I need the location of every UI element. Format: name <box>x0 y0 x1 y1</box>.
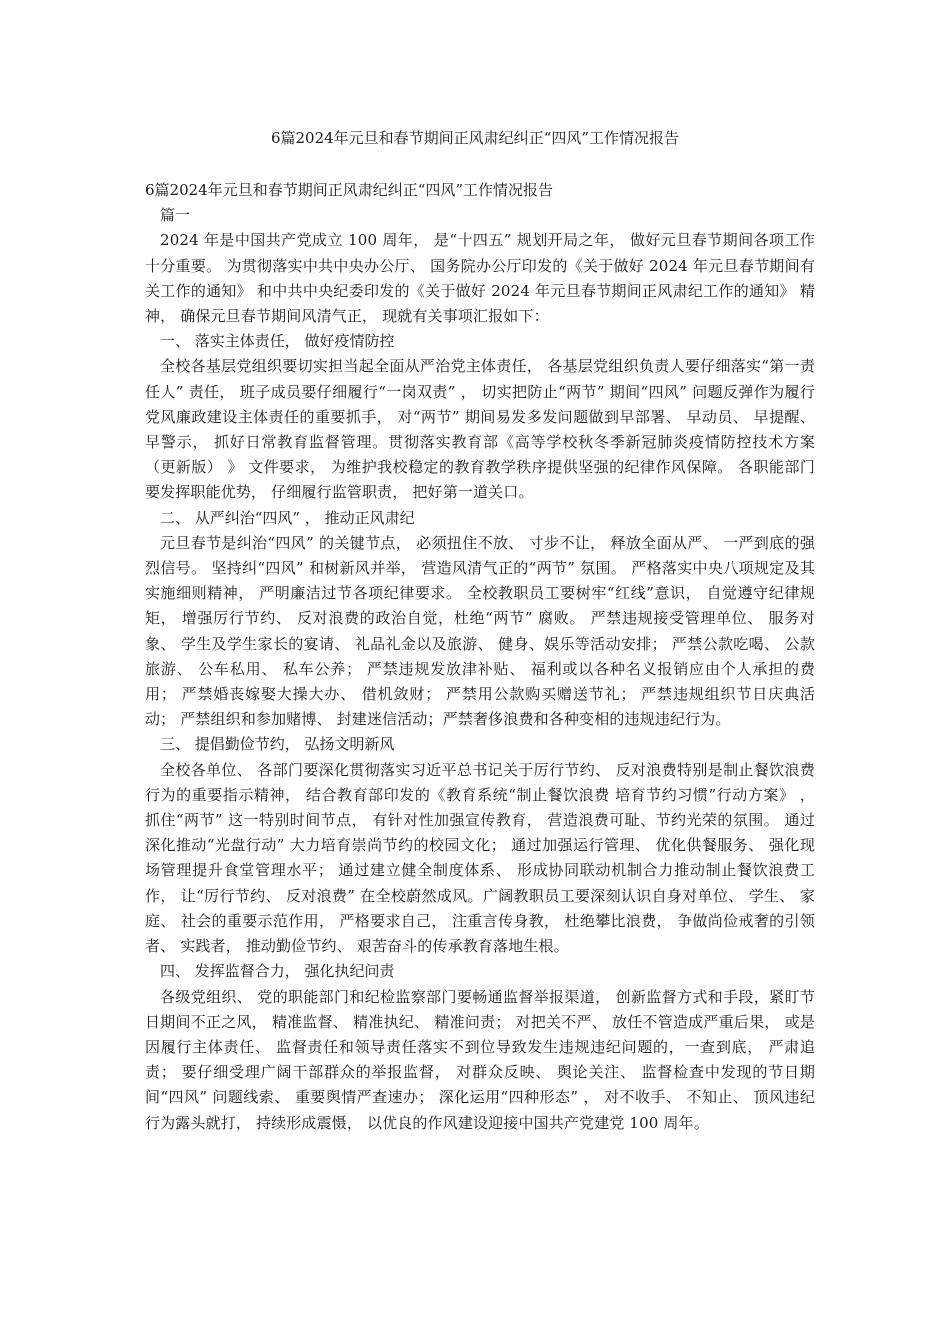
section-heading-4: 四、 发挥监督合力， 强化执纪问责 <box>160 962 395 981</box>
section-heading-3: 三、 提倡勤俭节约， 弘扬文明新风 <box>160 735 395 754</box>
document-body <box>145 178 815 1136</box>
section-body-3: 全校各单位、 各部门要深化贯彻落实习近平总书记关于厉行节约、 反对浪费特别是制止餐饮浪费行为的重要指示精神， 结合教育部印发的《教育系统“制止餐饮浪费 培育节约习惯”行动方案》 ， 抓住“两节” 这一特别时间节点， 有针对性加强宣传教育， 营造浪费可耻、节约光荣的氛围。 通过深化推动“光盘行动” 大力培育崇尚节约的校园文化； 通过加强运行管理、 优化供餐服务、 强化现场管理提升食堂管理水平； 通过建立健全制度体系、 形成协同联动机制合力推动制止餐饮浪费工作， 让“厉行节约、 反对浪费” 在全校蔚然成风。广阔教职员工要深刻认识自身对单位、 学生、 家庭、 社会的重要示范作用， 严格要求自己， 注重言传身教， 杜绝攀比浪费， 争做尚俭戒奢的引领者、 实践者， 推动勤俭节约、 艰苦奋斗的传承教育落地生根。 <box>145 760 815 956</box>
part-label: 篇一 <box>160 206 191 225</box>
section-body-4: 各级党组织、 党的职能部门和纪检监察部门要畅通监督举报渠道， 创新监督方式和手段，紧盯节日期间不正之风， 精准监督、 精准执纪、 精准问责； 对把关不严、 放任不管造成严重后果， 或是因履行主体责任、 监督责任和领导责任落实不到位导致发生违规违纪问题的，一查到底， 严肃追责； 要仔细受理广阔干部群众的举报监督， 对群众反映、 舆论关注、 监督检查中发现的节日期间“四风” 问题线索、 重要舆情严查速办； 深化运用“四种形态” ， 对不收手、 不知止、 顶风违纪行为露头就打， 持续形成震慑， 以优良的作风建设迎接中国共产党建党 100 周年。 <box>145 987 816 1132</box>
document-title: 6篇2024年元旦和春节期间正风肃纪纠正“四风”工作情况报告 <box>270 129 680 147</box>
section-body-1: 全校各基层党组织要切实担当起全面从严治党主体责任， 各基层党组织负责人要仔细落实“第一责任人” 责任， 班子成员要仔细履行“一岗双责” ， 切实把防止“两节” 期间“四风” 问题反弹作为履行党风廉政建设主体责任的重要抓手， 对“两节” 期间易发多发问题做到早部署、 早动员、 早提醒、 早警示， 抓好日常教育监督管理。贯彻落实教育部《高等学校秋冬季新冠肺炎疫情防控技术方案（更新版） 》 文件要求， 为维护我校稳定的教育教学秩序提供坚强的纪律作风保障。 各职能部门要发挥职能优势， 仔细履行监管职责， 把好第一道关口。 <box>145 357 815 502</box>
section-heading-2: 二、 从严纠治“四风” ， 推动正风肃纪 <box>160 508 415 527</box>
section-heading-1: 一、 落实主体责任， 做好疫情防控 <box>160 332 395 351</box>
section-body-2: 元旦春节是纠治“四风” 的关键节点， 必须扭住不放、 寸步不让， 释放全面从严、 一严到底的强烈信号。 坚持纠“四风” 和树新风并举， 营造风清气正的“两节” 氛围。 严格落实中央八项规定及其实施细则精神， 严明廉洁过节各项纪律要求。 全校教职员工要树牢“红线”意识， 自觉遵守纪律规矩， 增强厉行节约、 反对浪费的政治自觉，杜绝“两节” 腐败。 严禁违规接受管理单位、 服务对象、 学生及学生家长的宴请、 礼品礼金以及旅游、 健身、娱乐等活动安排； 严禁公款吃喝、 公款旅游、 公车私用、 私车公养； 严禁违规发放津补贴、 福利或以各种名义报销应由个人承担的费用； 严禁婚丧嫁娶大操大办、 借机敛财； 严禁用公款购买赠送节礼； 严禁违规组织节日庆典活动； 严禁组织和参加赌博、 封建迷信活动；严禁奢侈浪费和各种变相的违规违纪行为。 <box>145 533 815 729</box>
intro-paragraph: 2024 年是中国共产党成立 100 周年， 是“十四五” 规划开局之年， 做好元旦春节期间各项工作十分重要。 为贯彻落实中共中央办公厅、 国务院办公厅印发的《关于做好 2024 年元旦春节期间有关工作的通知》 和中共中央纪委印发的《关于做好 2024 年元旦春节期间正风肃纪工作的通知》 精神， 确保元旦春节期间风清气正， 现就有关事项汇报如下： <box>145 231 815 326</box>
document-subtitle: 6篇2024年元旦和春节期间正风肃纪纠正“四风”工作情况报告 <box>145 181 554 199</box>
